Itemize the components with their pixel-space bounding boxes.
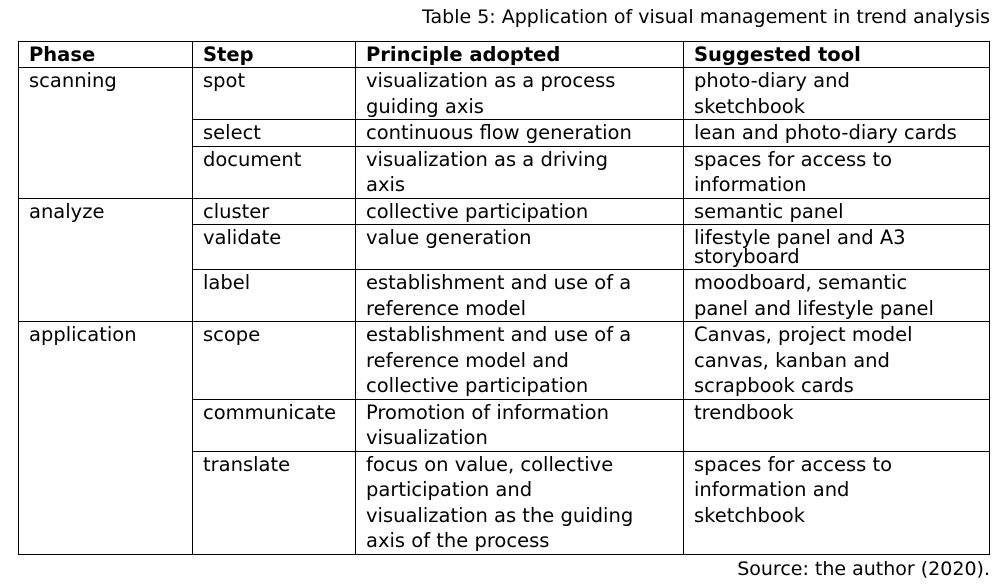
table-caption: Table 5: Application of visual management in trend analysis — [422, 6, 990, 28]
source-note: Source: the author (2020). — [737, 558, 990, 580]
principle-cell — [356, 146, 684, 198]
step-cell: translate — [193, 451, 356, 554]
tool-cell — [684, 120, 990, 147]
step-cell: select — [193, 120, 356, 147]
principle-cell — [356, 399, 684, 451]
tool-line: semantic panel — [694, 199, 844, 223]
table-header-row — [19, 42, 990, 68]
tool-cell — [684, 399, 990, 451]
tool-line: Canvas, project model — [694, 323, 913, 346]
principle-line: continuous flow generation — [366, 121, 632, 144]
principle-line: visualization as the guiding — [366, 503, 634, 527]
header-principle: Principle adopted — [356, 42, 684, 68]
table-row — [19, 322, 990, 400]
tool-line: sketchbook — [694, 94, 806, 118]
principle-line: guiding axis — [366, 94, 484, 118]
principle-cell — [356, 225, 684, 270]
principle-line: collective participation — [366, 374, 589, 397]
tool-cell — [684, 68, 990, 120]
principle-cell — [356, 68, 684, 120]
step-cell: validate — [193, 225, 356, 270]
phase-cell-application: application — [19, 322, 193, 555]
step-cell: label — [193, 270, 356, 322]
principle-line: value generation — [366, 226, 532, 249]
principle-line: establishment and use of a — [366, 323, 632, 346]
tool-cell — [684, 270, 990, 322]
principle-cell — [356, 198, 684, 225]
tool-line: photo-diary and — [694, 69, 850, 92]
principle-line: collective participation — [366, 199, 589, 223]
step-cell: cluster — [193, 198, 356, 225]
tool-cell — [684, 322, 990, 400]
tool-line: panel and lifestyle panel — [694, 296, 934, 320]
tool-line: moodboard, semantic — [694, 271, 908, 294]
principle-line: reference model — [366, 296, 527, 320]
principle-cell — [356, 270, 684, 322]
tool-cell — [684, 451, 990, 554]
tool-line: information — [694, 173, 807, 196]
trend-analysis-table — [18, 41, 990, 555]
principle-line: axis — [366, 173, 406, 196]
principle-cell — [356, 120, 684, 147]
tool-cell — [684, 198, 990, 225]
header-tool: Suggested tool — [684, 42, 990, 68]
principle-line: visualization as a process — [366, 69, 616, 92]
table-row — [19, 198, 990, 225]
tool-line: lean and photo-diary cards — [694, 121, 957, 144]
tool-line: scrapbook cards — [694, 374, 854, 397]
tool-line: spaces for access to — [694, 452, 893, 476]
tool-line: information and — [694, 478, 850, 501]
tool-line: canvas, kanban and — [694, 348, 890, 372]
principle-line: Promotion of information — [366, 400, 609, 424]
principle-line: establishment and use of a — [366, 271, 632, 294]
phase-cell-analyze: analyze — [19, 198, 193, 322]
tool-line: lifestyle panel and A3 — [694, 226, 906, 249]
phase-cell-scanning: scanning — [19, 68, 193, 199]
tool-line: spaces for access to — [694, 147, 893, 171]
principle-line: visualization as a driving — [366, 147, 608, 171]
principle-line: axis of the process — [366, 529, 550, 552]
tool-cell — [684, 146, 990, 198]
principle-line: reference model and — [366, 348, 569, 372]
principle-cell — [356, 451, 684, 554]
table-row — [19, 68, 990, 120]
tool-cell — [684, 225, 990, 270]
step-cell: spot — [193, 68, 356, 120]
principle-cell — [356, 322, 684, 400]
step-cell: document — [193, 146, 356, 198]
step-cell: scope — [193, 322, 356, 400]
tool-line: sketchbook — [694, 503, 806, 527]
step-cell: communicate — [193, 399, 356, 451]
principle-line: focus on value, collective — [366, 452, 614, 476]
principle-line: participation and — [366, 478, 533, 501]
tool-line: trendbook — [694, 400, 794, 424]
tool-line: storyboard — [694, 245, 800, 268]
header-phase: Phase — [19, 42, 193, 68]
principle-line: visualization — [366, 426, 488, 449]
header-step: Step — [193, 42, 356, 68]
